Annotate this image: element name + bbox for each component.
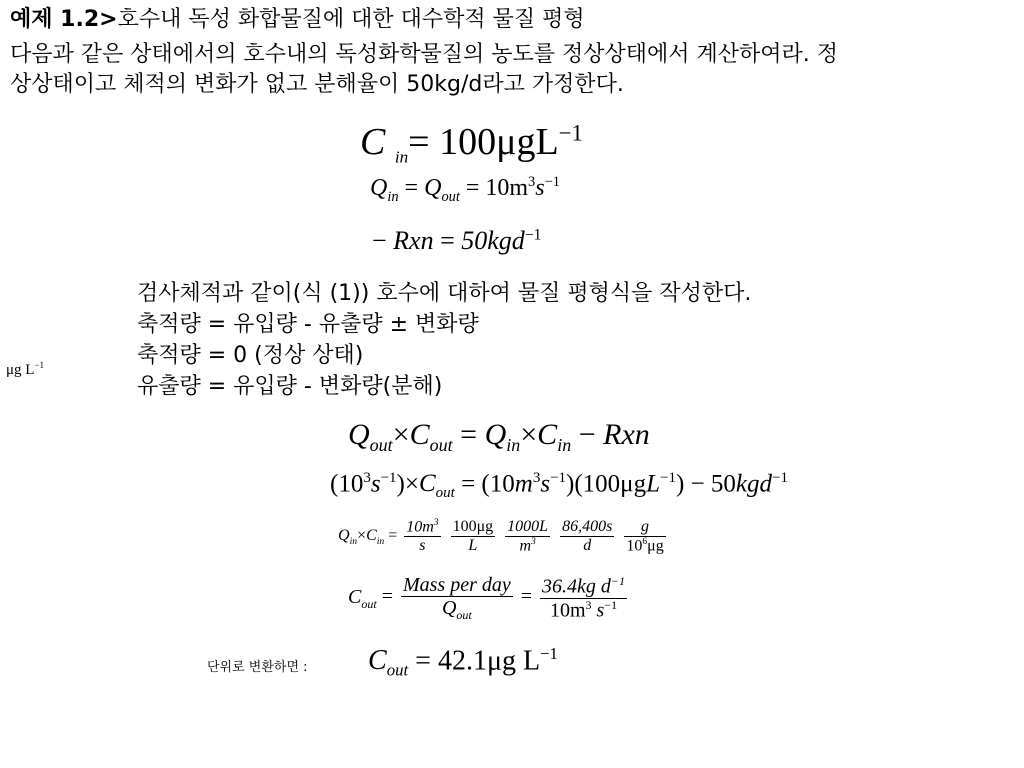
example-title	[10, 6, 585, 34]
unit-side-label: μg $L^{-1}$	[6, 360, 45, 378]
fraction-flow: $\frac{10m^3}{s}$	[406, 517, 439, 554]
body-line-1: 검사체적과 같이(식 (1)) 호수에 대하여 물질 평형식을 작성한다.	[137, 281, 752, 306]
result-equation: $C_{out} = 42.1\mu g$ $L^{-1}$	[368, 644, 558, 680]
fraction-concentration: $\frac{100\mu g}{L}$	[452, 518, 494, 554]
cin-value: 100μgL	[439, 121, 559, 163]
body-line-2: 축적량 = 유입량 - 유출량 ± 변화량	[137, 312, 479, 337]
flow-value: 10m	[485, 175, 529, 201]
problem-statement	[10, 40, 838, 100]
equation-cin: C $_{in}$= 100μgL$^{-1}$	[360, 120, 583, 167]
result-label: 단위로 변환하면 :	[207, 660, 308, 675]
mass-balance-text	[137, 278, 751, 402]
equation-balance: $Q_{out}\times C_{out} = Q_{in}\times C_{in}$ − Rxn	[348, 418, 650, 455]
fraction-volume: $\frac{1000L}{m^3}$	[507, 518, 549, 554]
rxn-value: 50kgd	[461, 226, 525, 255]
equation-rxn: − Rxn = 50kgd$^{-1}$	[372, 226, 542, 255]
problem-line-1: 다음과 같은 상태에서의 호수내의 독성화학물질의 농도를 정상상태에서 계산하여라. 정	[10, 42, 839, 67]
example-number: 예제 1.2>	[10, 7, 118, 32]
fraction-time: $\frac{86,400s}{d}$	[562, 518, 613, 554]
fraction-mass-per-day: $\frac{\text{Mass per day}}{Q_{out}}$	[402, 574, 511, 622]
equation-substitution: $(10^3s^{-1})\times C_{out} = (10m^3s^{-1})(100\mu gL^{-1}) - 50kgd^{-1}$	[330, 470, 788, 502]
body-line-3: 축적량 = 0 (정상 상태)	[137, 343, 364, 368]
equation-cout: $C_{out}$ = $\frac{\text{Mass per day}}{Q_{out}}$ = $\frac{36.4kg d^{-1}}{10m^3 s^{-1}}$	[348, 573, 626, 622]
fraction-mass: $\frac{g}{10^6\mu g}$	[626, 518, 664, 554]
fraction-cout-value: $\frac{36.4kg d^{-1}}{10m^3 s^{-1}}$	[542, 573, 626, 622]
equation-unit-conversion: $Q_{in}\times C_{in}$ = $\frac{10m^3}{s}$ $\frac{100\mu g}{L}$ $\frac{1000L}{m^3}$ $\frac{86,400s}{d}$ $\frac{g}{10^6\mu g}$	[338, 517, 664, 554]
problem-line-2: 상상태이고 체적의 변화가 없고 분해율이 50kg/d라고 가정한다.	[10, 72, 624, 97]
result-value: 42.1μg L	[437, 645, 541, 677]
example-heading: 호수내 독성 화합물질에 대한 대수학적 물질 평형	[117, 7, 585, 32]
equation-flow: $Q_{in} = Q_{out} = 10m^3s^{-1}$	[370, 174, 560, 205]
body-line-4: 유출량 = 유입량 - 변화량(분해)	[137, 374, 443, 399]
